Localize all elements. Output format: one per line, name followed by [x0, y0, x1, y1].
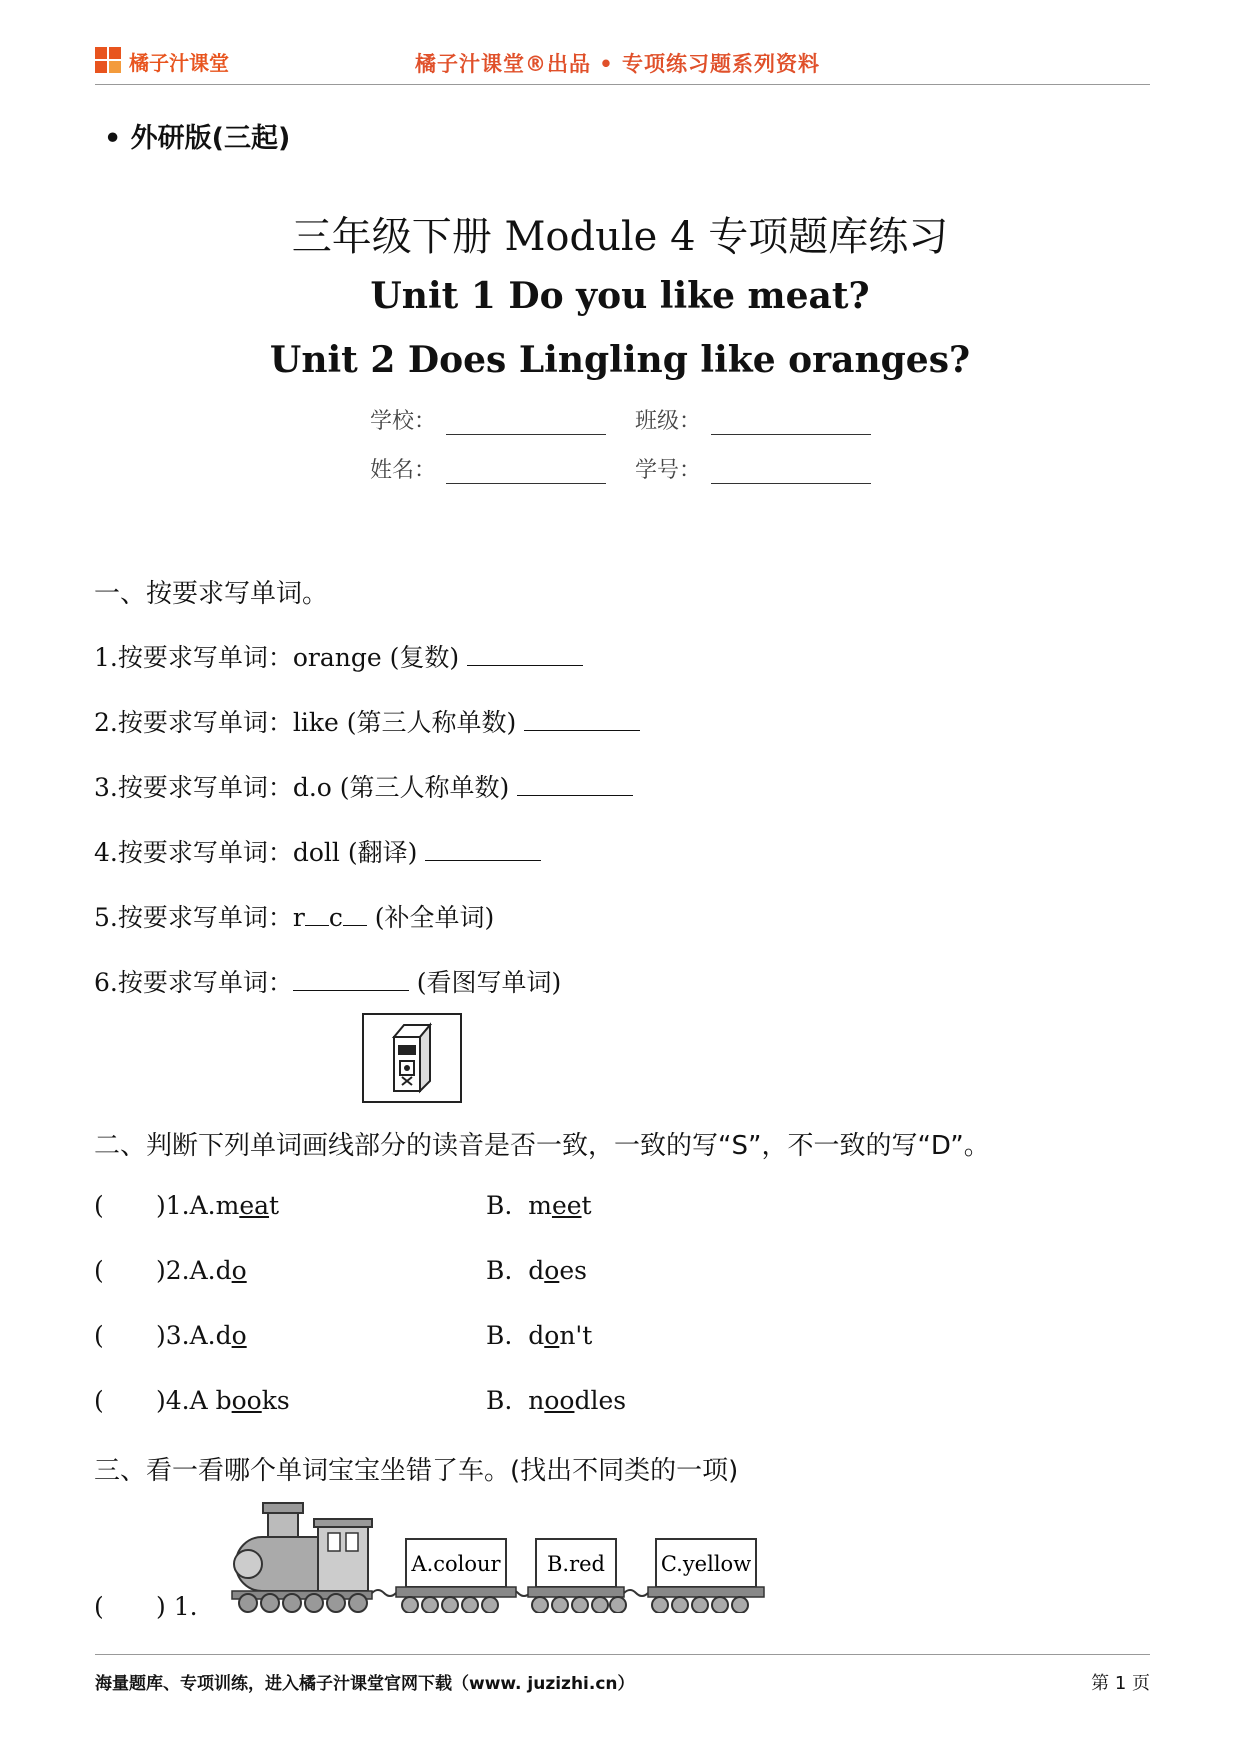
unit2-title: Unit 2 Does Lingling like oranges? [269, 339, 971, 381]
section3-title: 三、看一看哪个单词宝宝坐错了车。(找出不同类的一项) [94, 1456, 739, 1486]
pron-row-4 [94, 1386, 794, 1418]
question-4 [94, 833, 541, 869]
word-part: d [215, 1321, 232, 1350]
car-label-c: C.yellow [660, 1552, 752, 1576]
class-field[interactable] [635, 404, 900, 435]
pron-row-3 [94, 1321, 794, 1353]
word-part: m [528, 1191, 552, 1220]
q3-answer-blank[interactable] [517, 771, 633, 796]
word-part: es [559, 1256, 587, 1285]
option-a [156, 1191, 279, 1220]
number-label: 学号： [635, 458, 702, 483]
option-a [156, 1321, 247, 1350]
word-part: d [528, 1321, 545, 1350]
q4-word: doll (翻译) [292, 838, 426, 867]
edition-label: • 外研版(三起) [104, 123, 291, 154]
option-b [486, 1321, 592, 1350]
header-title: 橘子汁课堂®出品 • 专项练习题系列资料 [415, 52, 821, 76]
word-part: ks [261, 1386, 290, 1415]
option-label: B. [486, 1191, 513, 1220]
worksheet-title: 三年级下册 Module 4 专项题库练习 [291, 214, 949, 260]
word-part: t [269, 1191, 280, 1220]
logo [95, 46, 229, 76]
page-header [95, 42, 1150, 85]
underlined-part: o [544, 1321, 560, 1350]
row-number: )4.A [156, 1386, 216, 1415]
section3-question-1 [94, 1592, 794, 1624]
logo-text: 橘子汁课堂 [129, 50, 229, 75]
word-part: n't [559, 1321, 593, 1350]
underlined-part: ee [551, 1191, 582, 1220]
underlined-part: ea [239, 1191, 270, 1220]
word-part: t [581, 1191, 592, 1220]
question-3 [94, 768, 633, 804]
q5-prefix: 5.按要求写单词： [94, 903, 293, 932]
word-part: d [528, 1256, 545, 1285]
option-b [486, 1386, 626, 1415]
number-field[interactable] [635, 453, 900, 484]
info-row-1 [370, 404, 900, 435]
q5-letter-c: c [328, 903, 343, 932]
q6-answer-blank[interactable] [293, 966, 409, 991]
milk-carton-icon [364, 1015, 460, 1101]
q5-letter-r: r [292, 903, 305, 932]
logo-icon [95, 47, 123, 75]
footer-text: 海量题库、专项训练，进入橘子汁课堂官网下载（www. juzizhi.cn） [95, 1674, 635, 1694]
row-number: )2.A. [156, 1256, 216, 1285]
pron-row-2 [94, 1256, 794, 1288]
q1-answer-blank[interactable] [467, 641, 583, 666]
unit1-title: Unit 1 Do you like meat? [370, 275, 870, 317]
page-number: 第 1 页 [1091, 1673, 1150, 1694]
word-part: m [215, 1191, 240, 1220]
q4-prefix: 4.按要求写单词： [94, 838, 293, 867]
milk-carton-picture [362, 1013, 462, 1103]
class-label: 班级： [635, 409, 702, 434]
section2-title: 二、判断下列单词画线部分的读音是否一致，一致的写“S”，不一致的写“D”。 [94, 1131, 990, 1161]
underlined-part: o [231, 1321, 247, 1350]
info-row-2 [370, 453, 900, 484]
row-number: )1.A. [156, 1191, 216, 1220]
school-label: 学校： [370, 409, 437, 434]
row-number: ) 1. [156, 1592, 198, 1621]
school-field[interactable] [370, 404, 635, 435]
car-label-b: B.red [546, 1552, 606, 1576]
answer-paren[interactable]: ( [94, 1321, 104, 1350]
answer-paren[interactable]: ( [94, 1386, 104, 1415]
q3-word: d.o (第三人称单数) [292, 773, 518, 802]
underlined-part: oo [231, 1386, 262, 1415]
car-label-a: A.colour [411, 1552, 501, 1576]
underlined-part: o [231, 1256, 247, 1285]
answer-paren[interactable]: ( [94, 1191, 104, 1220]
question-6 [94, 963, 561, 999]
name-field[interactable] [370, 453, 635, 484]
page-footer [95, 1654, 1150, 1695]
q1-word: orange (复数) [292, 643, 468, 672]
q5-blank-1[interactable] [305, 901, 329, 926]
q2-word: like (第三人称单数) [292, 708, 525, 737]
pron-row-1 [94, 1191, 794, 1223]
question-2 [94, 703, 640, 739]
word-part: d [215, 1256, 232, 1285]
q2-prefix: 2.按要求写单词： [94, 708, 293, 737]
underlined-part: oo [544, 1386, 575, 1415]
answer-paren[interactable]: ( [94, 1592, 104, 1621]
option-a [156, 1386, 290, 1415]
q5-blank-2[interactable] [343, 901, 367, 926]
question-5 [94, 898, 494, 934]
row-number: )3.A. [156, 1321, 216, 1350]
underlined-part: o [544, 1256, 560, 1285]
option-label: B. [486, 1321, 513, 1350]
answer-paren[interactable]: ( [94, 1256, 104, 1285]
word-part: n [528, 1386, 545, 1415]
q5-hint: (补全单词) [366, 903, 495, 932]
option-b [486, 1191, 592, 1220]
q6-prefix: 6.按要求写单词： [94, 968, 293, 997]
word-part: b [215, 1386, 232, 1415]
option-a [156, 1256, 247, 1285]
question-1 [94, 638, 583, 674]
name-label: 姓名： [370, 458, 437, 483]
option-b [486, 1256, 587, 1285]
q2-answer-blank[interactable] [524, 706, 640, 731]
q4-answer-blank[interactable] [425, 836, 541, 861]
section1-title: 一、按要求写单词。 [94, 579, 329, 609]
word-part: dles [574, 1386, 627, 1415]
q1-prefix: 1.按要求写单词： [94, 643, 293, 672]
q3-prefix: 3.按要求写单词： [94, 773, 293, 802]
option-label: B. [486, 1386, 513, 1415]
q6-hint: (看图写单词) [408, 968, 562, 997]
option-label: B. [486, 1256, 513, 1285]
